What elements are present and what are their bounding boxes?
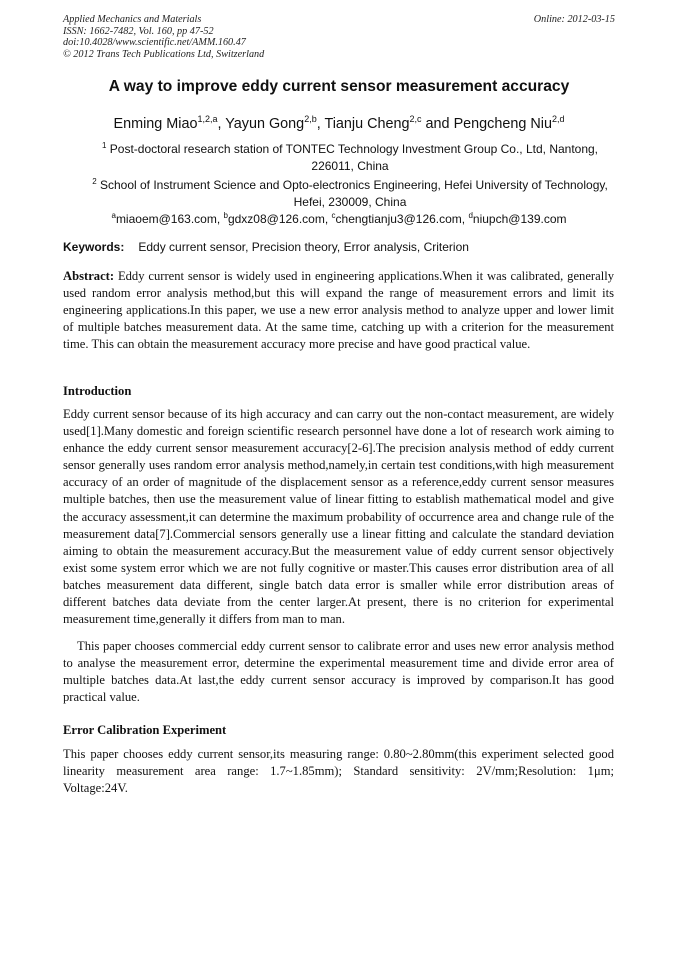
affiliation-1: $^1$ Post-doctoral research station of TONTEC Technology Investment Group Co., Ltd, Nantong, 226011, China xyxy=(101,141,599,173)
paper-title: A way to improve eddy current sensor measurement accuracy xyxy=(108,78,570,95)
journal-name: Applied Mechanics and Materials xyxy=(63,14,202,25)
introduction-paragraph-2: This paper chooses commercial eddy current sensor to calibrate error and uses new error analysis method to analyse the measurement error, determine the experimental measurement time and divide error area of multiple batches data.At last,the eddy current sensor accuracy is improved by comparison.It has good practical value. xyxy=(63,639,614,705)
affiliation-2: $^2$ School of Instrument Science and Opto-electronics Engineering, Hefei University of Technology, Hefei, 230009, China xyxy=(92,177,608,209)
error-calibration-paragraph-1: This paper chooses eddy current sensor,its measuring range: 0.80~2.80mm(this experiment selected good linearity measurement area range: 1.7~1.85mm); Standard sensitivity: 2V/mm;Resolution: 1μm; Voltage:24V. xyxy=(63,747,614,796)
email: $^c$chengtianju3@126.com, xyxy=(331,211,469,226)
author-list xyxy=(0,116,678,132)
author: Enming Miao$^{1,2,a}$, xyxy=(113,114,226,132)
author: Tianju Cheng$^{2,c}$ and xyxy=(324,114,454,132)
email: $^b$gdxz08@126.com, xyxy=(223,211,332,226)
online-date: Online: 2012-03-15 xyxy=(533,14,615,25)
introduction-paragraph-1: Eddy current sensor because of its high accuracy and can carry out the non-contact measurement, are widely used[1].Many domestic and foreign scientific research personnel have done a lot of research work aiming to enhance the eddy current sensor measurement accuracy[2-6].The precision analysis method of eddy current sensor generally uses random error analysis method,namely,in certain test conditions,with high measurement accuracy of an order of magnitude of the displacement sensor as a reference,eddy current sensor measures multiple batches, then use the measurement value of linear fitting to establish mathematical model and give the accuracy assessment,it can determine the maximum probability of occurrence area and change rule of the measurement data[7].Commercial sensors generally use a linear fitting and calculate the standard deviation aiming to obtain the measurement accuracy.But the measurement value of eddy current sensor objectively exist some system error which we are not fully cognitive or master.This causes error distribution area of all batches measurement data different, single batch data error is smaller while error distribution areas of different batches data deviate from the center larger.At present, there is no criterion for experimental measurement time,generally it differs from man to man. xyxy=(63,407,614,627)
section-heading-introduction: Introduction xyxy=(63,384,132,398)
abstract-text: Eddy current sensor is widely used in engineering applications.When it was calibrated, generally used random error analysis method,but this will expand the range of measurement errors and limit its engineering applications.In this paper, we use a new error analysis method to analyze upper and lower limit of multiple batches measurement data. At the same time, catching up with a criterion for the measurement time. This can obtain the measurement accuracy more precise and have good practical value. xyxy=(63,269,614,352)
author: Yayun Gong$^{2,b}$, xyxy=(225,114,325,132)
email: $^d$niupch@139.com xyxy=(468,211,567,226)
issn-line: ISSN: 1662-7482, Vol. 160, pp 47-52 xyxy=(63,25,214,37)
keywords xyxy=(63,240,623,254)
doi-line: doi:10.4028/www.scientific.net/AMM.160.47 xyxy=(63,37,246,49)
abstract-label: Abstract: xyxy=(63,269,115,283)
keywords-text: Eddy current sensor, Precision theory, Error analysis, Criterion xyxy=(138,240,469,254)
abstract xyxy=(63,268,614,353)
keywords-label: Keywords: xyxy=(63,240,125,254)
email: $^a$miaoem@163.com, xyxy=(111,211,224,226)
email-list xyxy=(0,212,678,226)
section-heading-error-calibration: Error Calibration Experiment xyxy=(63,723,227,737)
copyright-line: © 2012 Trans Tech Publications Ltd, Switzerland xyxy=(63,48,265,60)
author: Pengcheng Niu$^{2,d}$ xyxy=(453,114,565,132)
journal-header xyxy=(63,14,615,60)
